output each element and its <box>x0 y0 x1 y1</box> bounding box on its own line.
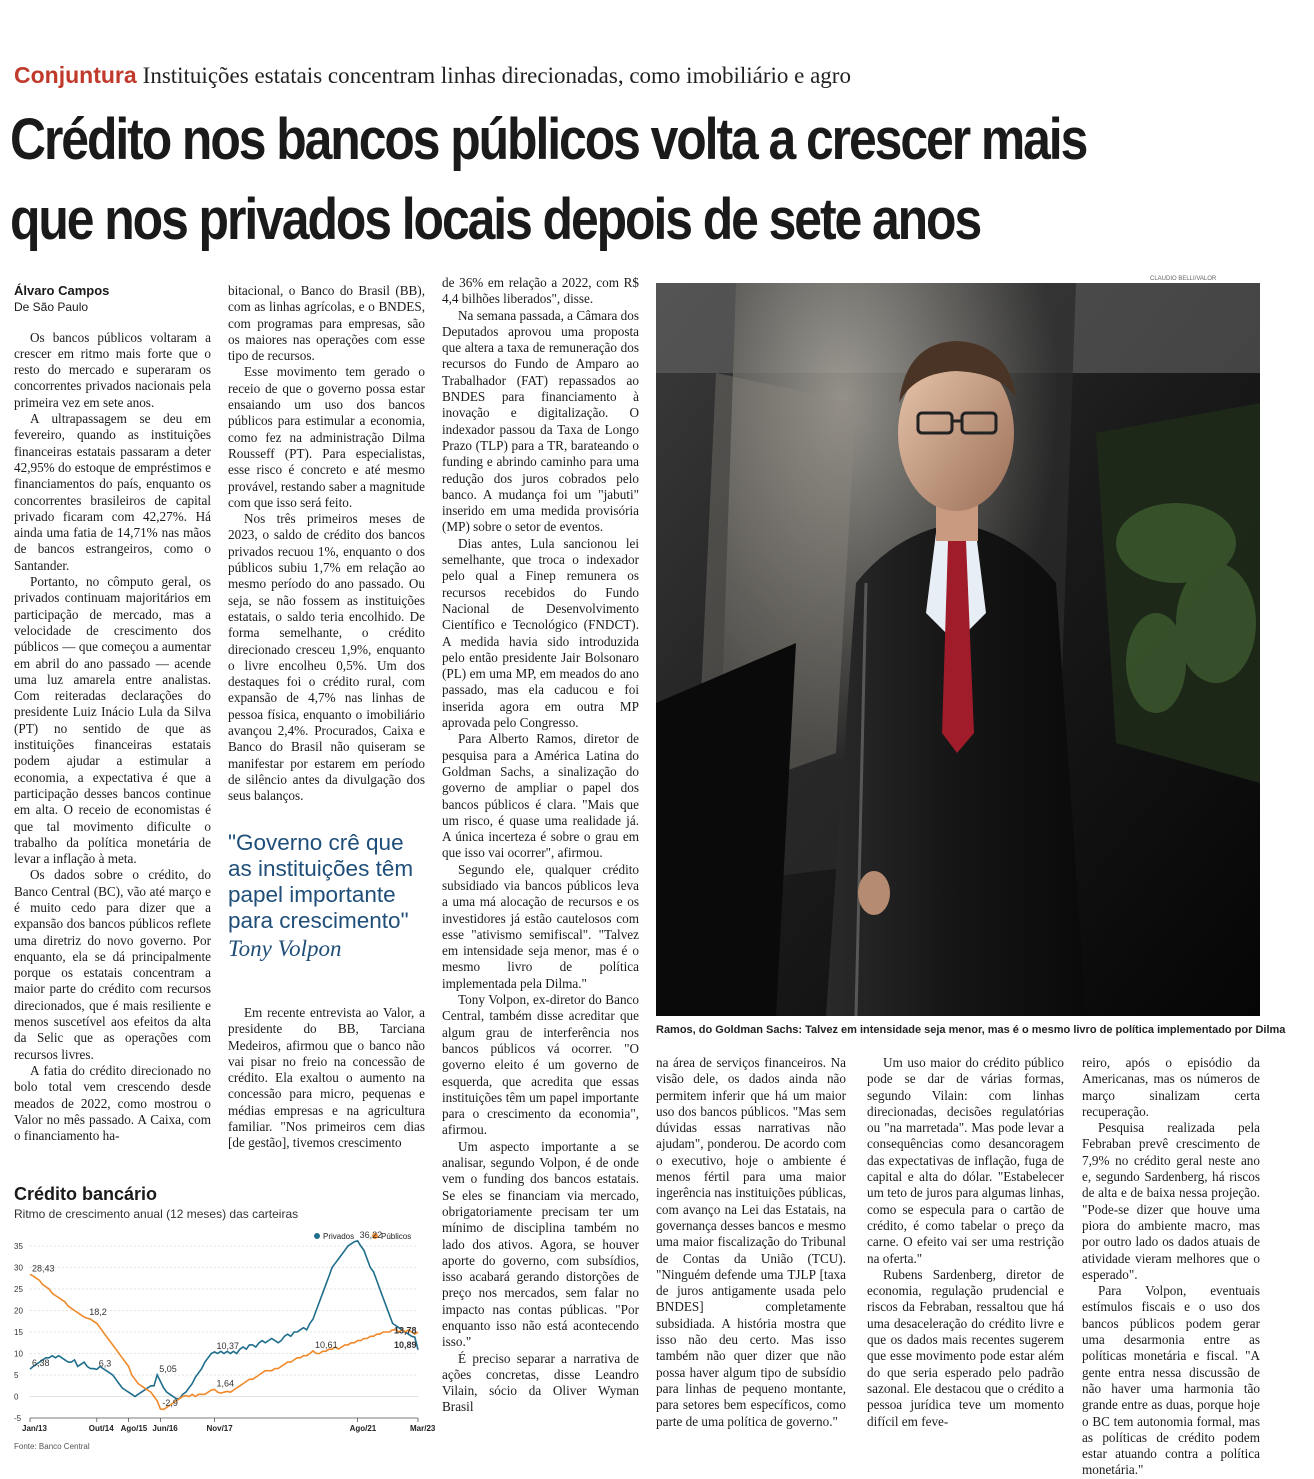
headline <box>10 100 1128 260</box>
paragraph: É preciso separar a narrativa de ações concretas, disse Leandro Vilain, sócio da Oliver Wyman Brasil <box>442 1350 639 1415</box>
paragraph: A ultrapassagem se deu em fevereiro, quando as instituições financeiras estatais passaram a deter 42,95% do estoque de empréstimos e financiamentos do país, enquanto os concorrentes brasileiros de capital privado ficaram com 42,27%. Há ainda uma fatia de 14,71% nas mãos de bancos estrangeiros, como o Santander. <box>14 411 211 573</box>
legend-label: Públicos <box>381 1232 412 1241</box>
byline-place: De São Paulo <box>14 300 89 315</box>
y-tick-label: 10 <box>14 1349 23 1359</box>
data-label: 10,37 <box>216 1340 239 1351</box>
credit-growth-chart <box>12 1228 436 1450</box>
paragraph: Dias antes, Lula sancionou lei semelhante, que troca o indexador pelo qual a Finep remunera os recursos recebidos do Fundo Nacional de Desenvolvimento Científico e Tecnológico (FNDCT). A medida havia sido introduzida pelo então presidente Jair Bolsonaro (PL) em uma MP, em meados do ano passado, mas ela caducou e foi inserida agora em outra MP aprovada pelo Congresso. <box>442 535 639 731</box>
x-tick-label: Ago/15 <box>120 1424 148 1433</box>
article-column-5 <box>867 1055 1064 1455</box>
paragraph: Nos três primeiros meses de 2023, o saldo de crédito dos bancos privados recuou 1%, enquanto o dos públicos subiu 1,7% em relação ao mesmo período do ano passado. Ou seja, se não fossem as instituições estatais, o saldo teria encolhido. De forma semelhante, o crédito direcionado cresceu 1,9%, enquanto o livre encolheu 0,5%. Um dos destaques foi o crédito rural, com expansão de 4,7% nas linhas de pessoa física, enquanto o imobiliário avançou 2,4%. Procurados, Caixa e Banco do Brasil não quiseram se manifestar por estarem em período de silêncio antes da divulgação dos seus balanços. <box>228 511 425 804</box>
x-tick-label: Nov/17 <box>206 1424 233 1433</box>
paragraph: Tony Volpon, ex-diretor do Banco Central, também disse acreditar que algum grau de interferência nos bancos públicos vá ocorrer. "O governo eleito é um governo de esquerda, que acredita que essas instituições têm um papel importante para o crescimento da economia", afirmou. <box>442 992 639 1138</box>
paragraph: Um uso maior do crédito público pode se dar de várias formas, segundo Vilain: com linhas direcionadas, decisões regulatórias ou "na marretada". Mas pode levar a consequências como desancoragem das expectativas de inflação, fuga de capital e alta do dólar. "Estabelecer um teto de juros para algumas linhas, como se especula para o cartão de crédito, é como tabelar o preço da carne. O efeito vai ser uma restrição na oferta." <box>867 1055 1064 1266</box>
data-label: 28,43 <box>32 1263 55 1274</box>
paragraph: bitacional, o Banco do Brasil (BB), com as linhas agrícolas, e o BNDES, com programas para empresas, são os maiores nas operações com esse tipo de recursos. <box>228 283 425 364</box>
headline-line-1: Crédito nos bancos públicos volta a crescer mais <box>10 107 1087 172</box>
photo-caption: Ramos, do Goldman Sachs: Talvez em intensidade seja menor, mas é o mesmo livro de política implementado por Dilma <box>656 1024 1286 1036</box>
data-label: 6,38 <box>32 1358 50 1369</box>
data-label: 10,89 <box>394 1340 417 1351</box>
chart-subtitle: Ritmo de crescimento anual (12 meses) das carteiras <box>14 1207 299 1221</box>
paragraph: Em recente entrevista ao Valor, a presidente do BB, Tarciana Medeiros, afirmou que o banco não vai pisar no freio na concessão de crédito. Ela exaltou o aumento na concessão para micro, pequenas e médias empresas e na agricultura familiar. "Nos primeiros cem dias [de gestão], tivemos crescimento <box>228 1005 425 1151</box>
x-tick-label: Mar/23 <box>410 1424 436 1433</box>
data-label: 5,05 <box>159 1363 177 1374</box>
paragraph: Rubens Sardenberg, diretor de economia, regulação prudencial e riscos da Febraban, ressaltou que há uma desaceleração do crédito livre e que os dados mais recentes sugerem que esse movimento pode estar além do que seria esperado pelo padrão sazonal. Ele destacou que o crédito a pessoa jurídica teve um momento difícil em feve- <box>867 1266 1064 1429</box>
paragraph: Para Volpon, eventuais estímulos fiscais e o uso dos bancos públicos podem gerar uma desarmonia entre as políticas monetária e fiscal. "A gente entra nessa discussão de não haver uma harmonia tão grande entre as duas, porque hoje o BC tem autonomia formal, mas as políticas de crédito podem estar atuando contra a política monetária." <box>1082 1283 1260 1478</box>
kicker <box>14 62 1304 89</box>
chart-canvas <box>12 1228 436 1438</box>
x-tick-label: Jun/16 <box>152 1424 178 1433</box>
x-tick-label: Out/14 <box>88 1424 114 1433</box>
paragraph: de 36% em relação a 2022, com R$ 4,4 bilhões liberados", disse. <box>442 275 639 307</box>
data-label: 6,3 <box>98 1358 112 1369</box>
paragraph: Os dados sobre o crédito, do Banco Central (BC), vão até março e é muito cedo para dizer que a expansão dos bancos públicos reflete uma diretriz do novo governo. Por enquanto, ela se dá principalmente porque os estatais concentram a maior parte do crédito com recursos direcionados, que é mais resiliente e menos suscetível aos efeitos da alta da Selic que as operações com recursos livres. <box>14 867 211 1062</box>
article-column-2b <box>228 1005 425 1165</box>
paragraph: Para Alberto Ramos, diretor de pesquisa para a América Latina do Goldman Sachs, a sinalização do governo de ampliar o papel dos bancos públicos é clara. "Mais que um risco, é quase uma realidade já. A única incerteza é sobre o grau em que isso vai ocorrer", afirmou. <box>442 731 639 861</box>
legend-label: Privados <box>323 1232 355 1241</box>
pull-quote-author: Tony Volpon <box>228 936 342 961</box>
y-tick-label: 15 <box>14 1328 23 1337</box>
data-label: 1,64 <box>216 1378 234 1389</box>
paragraph: Segundo ele, qualquer crédito subsidiado via bancos públicos leva a uma má alocação de recursos e os investidores já estão cautelosos com esse "ativismo semifiscal". "Talvez em intensidade seja menor, mas é o mesmo livro de política implementada pela Dilma." <box>442 861 639 991</box>
data-label: 13,78 <box>394 1325 417 1336</box>
paragraph: Os bancos públicos voltaram a crescer em ritmo mais forte que o resto do mercado e superaram os concorrentes privados nacionais pela primeira vez em sete anos. <box>14 329 211 410</box>
y-tick-label: 20 <box>14 1306 23 1316</box>
section-tag[interactable]: Conjuntura <box>14 62 137 88</box>
y-tick-label: -5 <box>14 1414 22 1423</box>
chart-source: Fonte: Banco Central <box>14 1442 90 1451</box>
y-tick-label: 0 <box>14 1392 19 1402</box>
paragraph: Um aspecto importante a se analisar, segundo Volpon, é de onde vem o funding dos bancos estatais. Se eles se financiam via mercado, obrigatoriamente precisam ter um mínimo de disciplina também no lado dos ativos. Agora, se houver aporte do governo, com subsídios, isso acabará gerando distorções de preço nos mercados, sem falar no impacto nas contas públicas. "Por enquanto isso não está acontecendo isso." <box>442 1138 639 1350</box>
article-column-1 <box>14 283 211 1165</box>
x-tick-label: Ago/21 <box>349 1424 377 1433</box>
photo-illustration <box>656 283 1260 1016</box>
data-label: 10,61 <box>315 1339 338 1350</box>
pull-quote <box>228 830 423 962</box>
paragraph: Esse movimento tem gerado o receio de que o governo possa estar ensaiando um uso dos bancos públicos para estimular a economia, como fez na administração Dilma Rousseff (PT). Para especialistas, esse risco é concreto e até mesmo provável, restando saber a magnitude com que isso será feito. <box>228 364 425 510</box>
paragraph: reiro, após o episódio da Americanas, mas os números de março sinalizam certa recuperação. <box>1082 1055 1260 1119</box>
legend-marker <box>314 1233 320 1239</box>
pull-quote-text: "Governo crê que as instituições têm papel importante para crescimento" <box>228 830 414 933</box>
byline-author: Álvaro Campos <box>14 283 110 298</box>
article-column-3 <box>442 275 639 1455</box>
data-label: 18,2 <box>89 1307 107 1318</box>
data-label: 36,22 <box>359 1229 383 1240</box>
y-tick-label: 30 <box>14 1263 23 1273</box>
photo-alberto-ramos[interactable] <box>656 283 1260 1016</box>
paragraph: Pesquisa realizada pela Febraban prevê crescimento de 7,9% no crédito geral neste ano e, segundo Sardenberg, há riscos de alta e de baixa nessa projeção. "Pode-se dizer que houve uma piora do ambiente macro, mas por outro lado os dados atuais de atividade vieram melhores que o esperado". <box>1082 1120 1260 1282</box>
paragraph: A fatia do crédito direcionado no bolo total vem crescendo desde meados de 2022, como mostrou o Valor no mês passado. A Caixa, com o financiamento ha- <box>14 1062 211 1144</box>
article-column-6 <box>1082 1055 1260 1478</box>
y-tick-label: 5 <box>14 1371 19 1380</box>
paragraph: Na semana passada, a Câmara dos Deputados aprovou uma proposta que altera a taxa de remuneração dos recursos do Fundo de Amparo ao Trabalhador (FAT) repassados ao BNDES para financiamento à inovação e digitalização. O indexador passou da Taxa de Longo Prazo (TLP) para a TR, barateando o funding e abrindo caminho para uma redução dos juros cobrados pelo banco. A mudança foi um "jabuti" inserido em uma medida provisória (MP) sobre o setor de eventos. <box>442 307 639 535</box>
data-label: -2,9 <box>162 1397 178 1408</box>
photo-credit: CLAUDIO BELLI/VALOR <box>1150 276 1217 282</box>
chart-title: Crédito bancário <box>14 1184 158 1204</box>
headline-line-2: que nos privados locais depois de sete anos <box>10 187 981 252</box>
article-column-2 <box>228 283 425 818</box>
article-column-4 <box>656 1055 846 1455</box>
y-tick-label: 25 <box>14 1285 23 1294</box>
x-tick-label: Jan/13 <box>22 1424 47 1433</box>
y-tick-label: 35 <box>14 1242 23 1251</box>
paragraph: Portanto, no cômputo geral, os privados continuam majoritários em participação de mercado, mas a velocidade de crescimento dos públicos — que começou a aumentar em abril do ano passado — acende uma luz amarela entre analistas. Com reiteradas declarações do presidente Luiz Inácio Lula da Silva (PT) no sentido de que as instituições financeiras estatais podem ajudar a estimular a economia, a expectativa é que a participação desses bancos continue em alta. O receio de economistas é que tal movimento dificulte o trabalho da política monetária de levar a inflação à meta. <box>14 574 211 867</box>
paragraph: na área de serviços financeiros. Na visão dele, os dados ainda não permitem inferir que há um maior uso dos bancos públicos. "Mas sem dúvidas essas narrativas não ajudam", ponderou. De acordo com o executivo, hoje o ambiente é menos fértil para uma maior ingerência nas instituições públicas, com avanço na Lei das Estatais, na governança desses bancos e mesmo uma maior fiscalização do Tribunal de Contas da União (TCU). "Ninguém defende uma TJLP [taxa de juros antigamente usada pelo BNDES] completamente subsidiada. A história mostra que isso não deu certo. Mas isso também não quer dizer que não possa haver algum tipo de subsídio para linhas de pequeno montante, para setores bem específicos, como parte de uma política de governo." <box>656 1055 846 1429</box>
kicker-subtitle: Instituições estatais concentram linhas direcionadas, como imobiliário e agro <box>142 63 851 88</box>
